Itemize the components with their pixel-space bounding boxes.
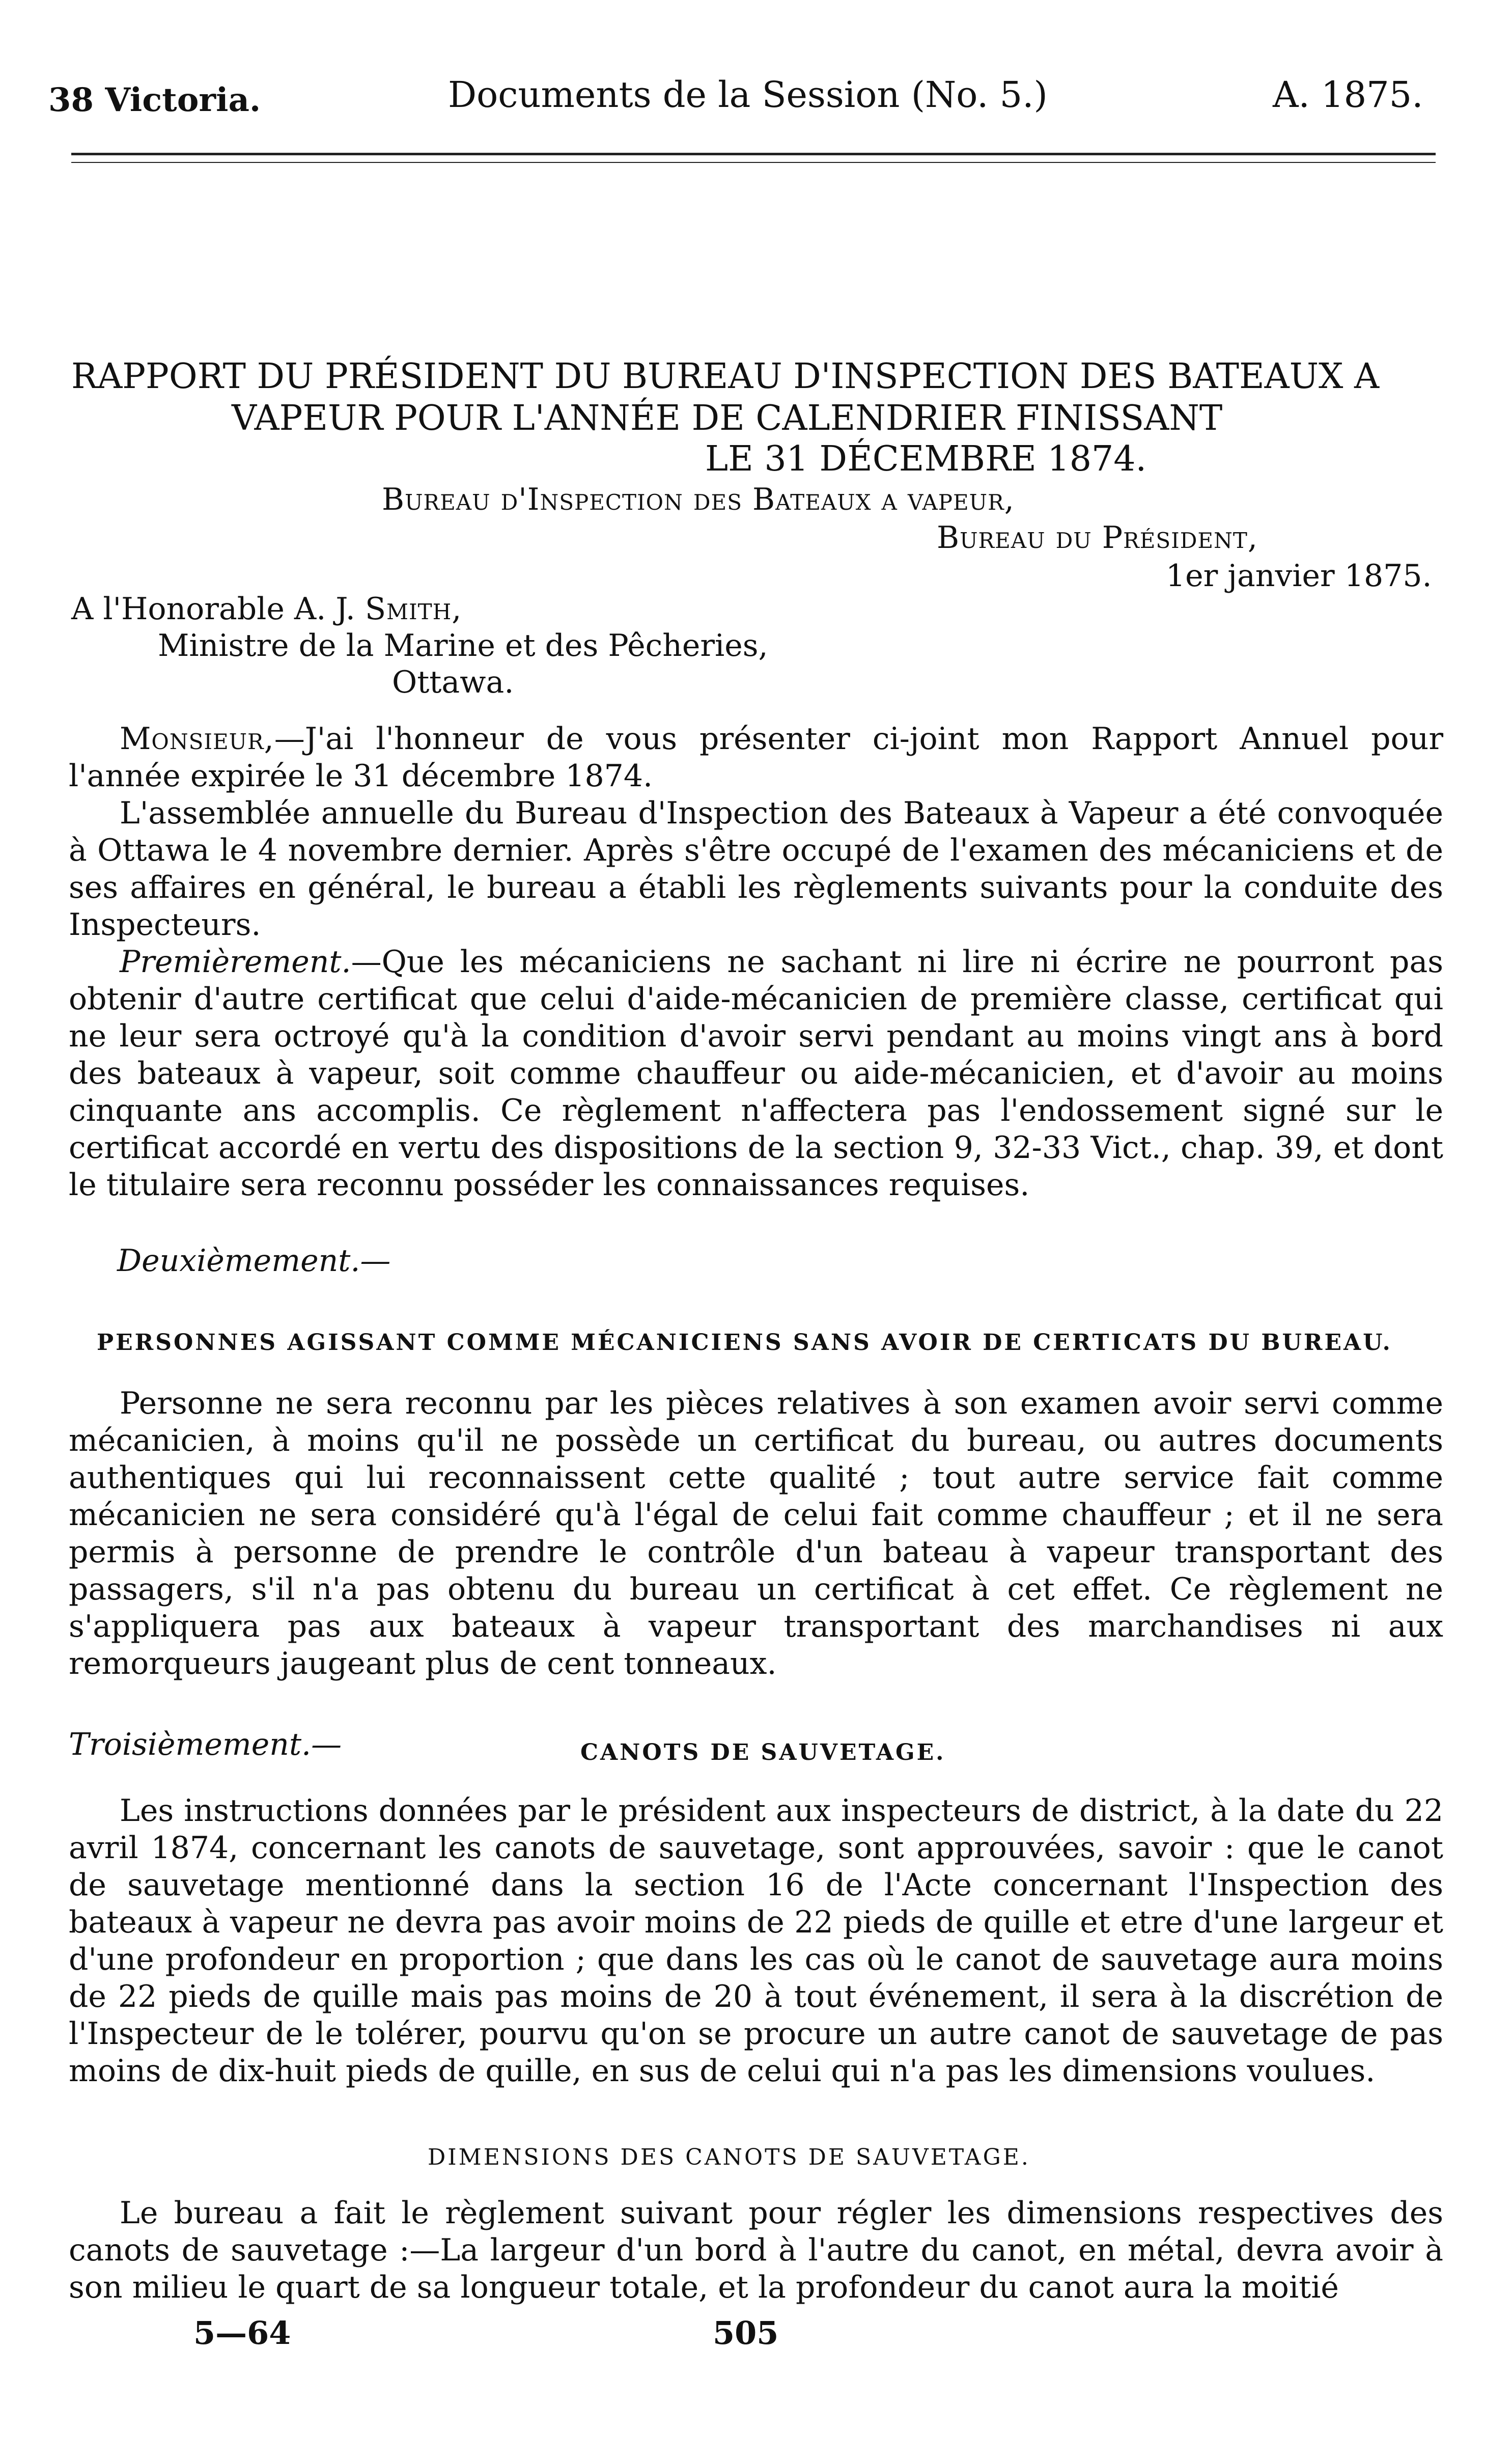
addressee-prefix: A l'Honorable A. J. — [71, 591, 365, 627]
paragraph-3 — [69, 944, 1443, 1204]
paragraph-1: —J'ai l'honneur de vous présenter ci-joint mon Rapport Annuel pour l'année expirée le 31 décembre 1874. — [69, 721, 1443, 794]
section-3-label — [69, 1726, 342, 1763]
heading-mecaniciens: PERSONNES AGISSANT COMME MÉCANICIENS SANS AVOIR DE CERTICATS DU BUREAU. — [97, 1330, 1392, 1356]
paragraph-3-text: —Que les mécaniciens ne sachant ni lire ni écrire ne pourront pas obtenir d'autre certificat que celui d'aide-mécanicien de première classe, certificat qui ne leur sera octroyé qu'à la condition d'avoir servi pendant au moins vingt ans à bord des bateaux à vapeur, soit comme chauffeur ou aide-mécanicien, et d'avoir au moins cinquante ans accomplis. Ce règlement n'affectera pas l'endossement signé sur le certificat accordé en vertu des dispositions de la section 9, 32-33 Vict., chap. 39, et dont le titulaire sera reconnu posséder les connaissances requises. — [69, 944, 1443, 1203]
report-title-line2: VAPEUR POUR L'ANNÉE DE CALENDRIER FINISSANT — [232, 398, 1223, 438]
header-volume: 38 Victoria. — [48, 81, 261, 119]
addressee-line2: Ministre de la Marine et des Pêcheries, — [158, 628, 768, 664]
body-section-1 — [69, 721, 1443, 1204]
paragraph-salutation — [69, 721, 1443, 795]
header-title: Documents de la Session (No. 5.) — [448, 74, 1048, 116]
letterhead-president: Bureau du Président, — [937, 520, 1258, 556]
paragraph-6: Le bureau a fait le règlement suivant pour régler les dimensions respectives des canots de sauvetage :—La largeur d'un bord à l'autre du canot, en métal, devra avoir à son milieu le quart de sa longueur totale, et la profondeur du canot aura la moitié — [69, 2195, 1443, 2305]
heading-canots: CANOTS DE SAUVETAGE. — [580, 1739, 946, 1765]
addressee-name: Smith, — [365, 591, 462, 627]
body-section-4 — [69, 2195, 1443, 2306]
heading-dimensions: DIMENSIONS DES CANOTS DE SAUVETAGE. — [428, 2144, 1030, 2170]
paragraph-3-label: Premièrement. — [120, 944, 351, 980]
paragraph-2: L'assemblée annuelle du Bureau d'Inspection des Bateaux à Vapeur a été convoquée à Ottawa le 4 novembre dernier. Après s'être occupé de l'examen des mécaniciens et de ses affaires en général, le bureau a établi les règlements suivants pour la conduite des Inspecteurs. — [69, 795, 1443, 943]
paragraph-5: Les instructions données par le président aux inspecteurs de district, à la date du 22 avril 1874, concernant les canots de sauvetage, sont approuvées, savoir : que le canot de sauvetage mentionné dans la section 16 de l'Acte concernant l'Inspection des bateaux à vapeur ne devra pas avoir moins de 22 pieds de quille et etre d'une largeur et d'une profondeur en proportion ; que dans les cas où le canot de sauvetage aura moins de 22 pieds de quille mais pas moins de 20 à tout événement, il sera à la discrétion de l'Inspecteur de le tolérer, pourvu qu'on se procure un autre canot de sauvetage de pas moins de dix-huit pieds de quille, en sus de celui qui n'a pas les dimensions voulues. — [69, 1793, 1443, 2089]
addressee-line3: Ottawa. — [392, 665, 514, 700]
letterhead-office: Bureau d'Inspection des Bateaux a vapeur, — [382, 482, 1015, 517]
body-section-3 — [69, 1792, 1443, 2090]
report-title-line1: RAPPORT DU PRÉSIDENT DU BUREAU D'INSPECTION DES BATEAUX A — [71, 356, 1380, 397]
header-rule-thin — [71, 162, 1436, 163]
paragraph-4: Personne ne sera reconnu par les pièces relatives à son examen avoir servi comme mécanicien, à moins qu'il ne possède un certificat du bureau, ou autres documents authentiques qui lui reconnaissent cette qualité ; tout autre service fait comme mécanicien ne sera considéré qu'à l'égal de celui fait comme chauffeur ; et il ne sera permis à personne de prendre le contrôle d'un bateau à vapeur transportant des passagers, s'il n'a pas obtenu du bureau un certificat à cet effet. Ce règlement ne s'appliquera pas aux bateaux à vapeur transportant des marchandises ni aux remorqueurs jaugeant plus de cent tonneaux. — [69, 1386, 1443, 1681]
letter-date: 1er janvier 1875. — [1166, 558, 1432, 594]
page-number: 505 — [713, 2314, 779, 2352]
addressee-line1 — [71, 591, 462, 628]
section-2-label — [117, 1242, 390, 1280]
body-section-2 — [69, 1385, 1443, 1682]
salutation: Monsieur, — [120, 721, 274, 757]
section-2-label-text: Deuxièmement.— — [117, 1243, 391, 1279]
header-year: A. 1875. — [1273, 74, 1423, 116]
footer-signature-mark: 5—64 — [193, 2314, 291, 2352]
header-rule-thick — [71, 153, 1436, 155]
report-title-line3: LE 31 DÉCEMBRE 1874. — [705, 439, 1147, 479]
section-3-label-text: Troisièmement.— — [69, 1727, 342, 1762]
